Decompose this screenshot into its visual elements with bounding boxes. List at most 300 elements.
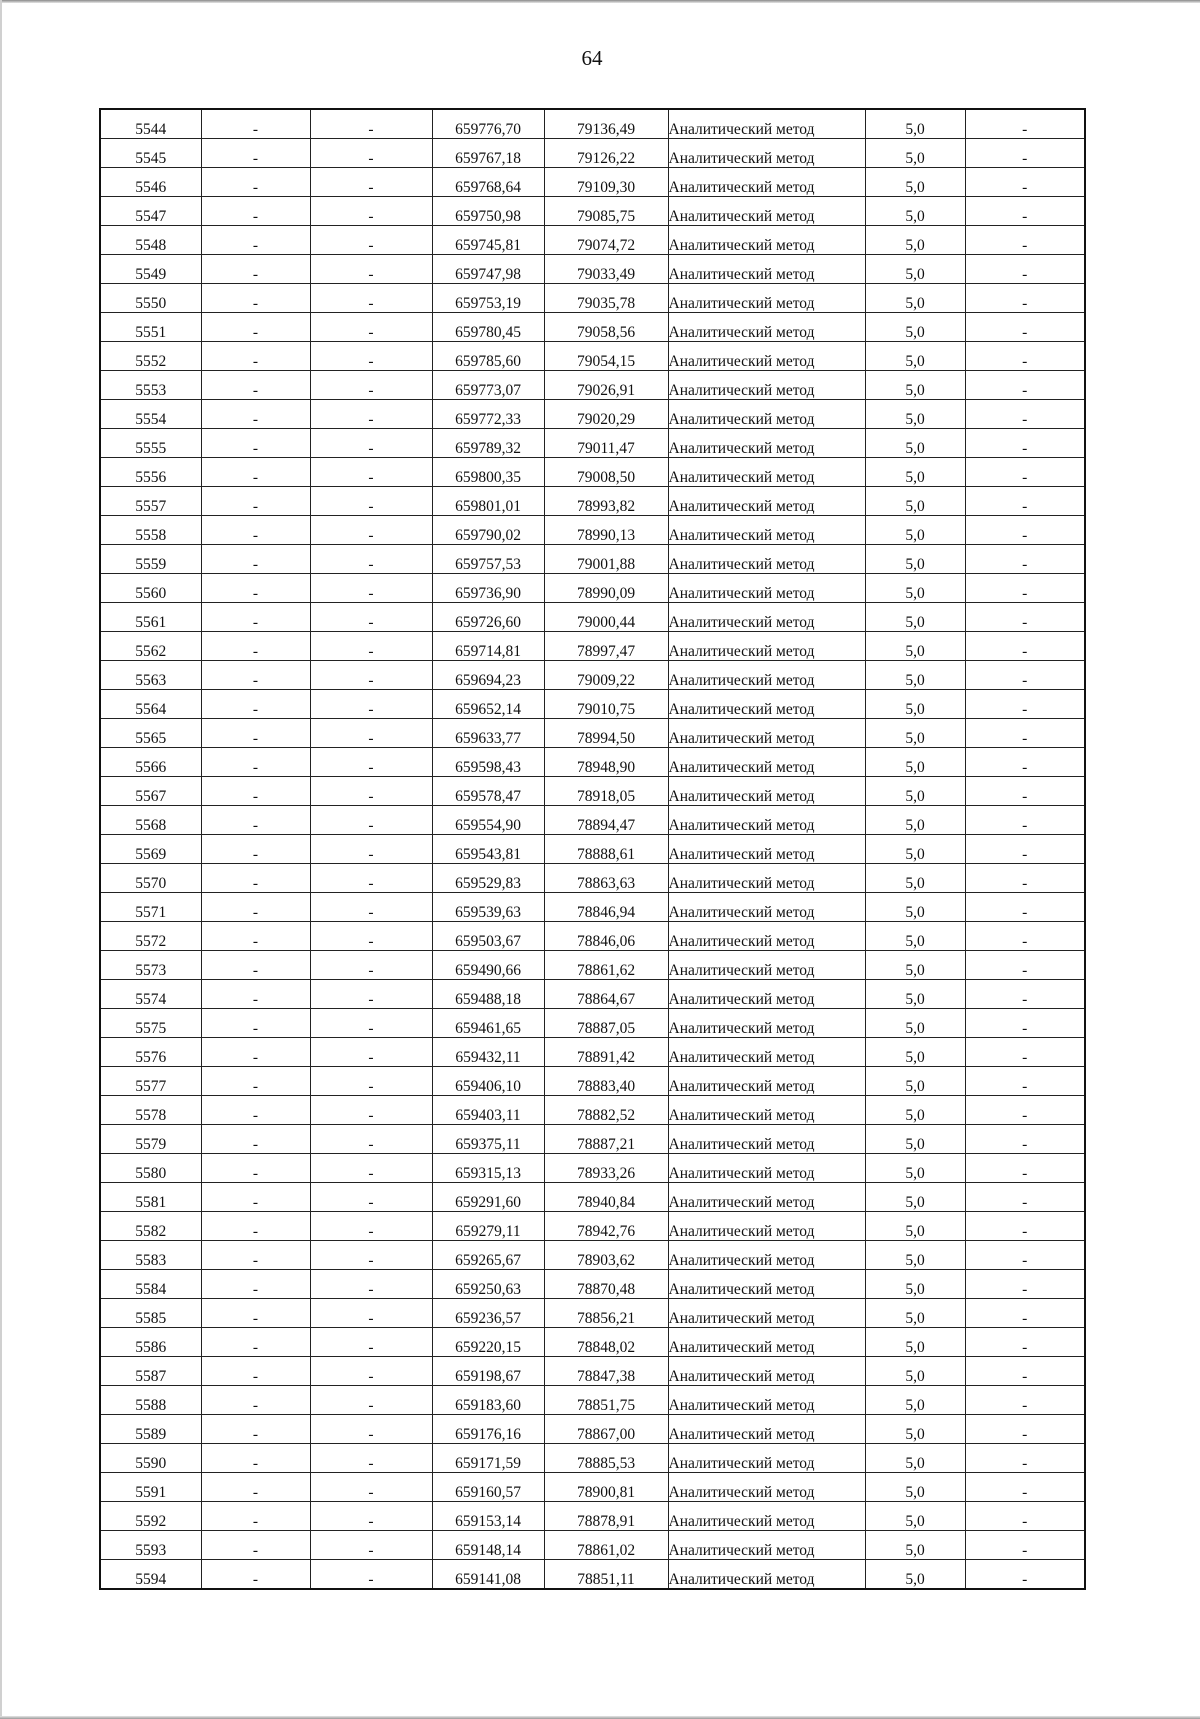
x-coordinate-cell: 659236,57 <box>432 1299 544 1328</box>
accuracy-cell: 5,0 <box>865 1357 965 1386</box>
empty-value-cell: - <box>310 1183 432 1212</box>
note-cell: - <box>965 1241 1085 1270</box>
method-cell: Аналитический метод <box>668 1444 865 1473</box>
y-coordinate-cell: 78882,52 <box>544 1096 668 1125</box>
empty-value-cell: - <box>310 980 432 1009</box>
note-cell: - <box>965 1096 1085 1125</box>
y-coordinate-cell: 78993,82 <box>544 487 668 516</box>
y-coordinate-cell: 79136,49 <box>544 109 668 139</box>
method-cell: Аналитический метод <box>668 1560 865 1590</box>
table-row <box>100 1241 1085 1270</box>
point-number-cell: 5556 <box>100 458 201 487</box>
table-row <box>100 109 1085 139</box>
table-row <box>100 574 1085 603</box>
table-row <box>100 893 1085 922</box>
empty-value-cell: - <box>310 1270 432 1299</box>
method-cell: Аналитический метод <box>668 574 865 603</box>
note-cell: - <box>965 951 1085 980</box>
method-cell: Аналитический метод <box>668 951 865 980</box>
y-coordinate-cell: 78887,21 <box>544 1125 668 1154</box>
accuracy-cell: 5,0 <box>865 1444 965 1473</box>
table-row <box>100 632 1085 661</box>
x-coordinate-cell: 659406,10 <box>432 1067 544 1096</box>
table-row <box>100 777 1085 806</box>
coordinates-table <box>99 108 1086 1590</box>
empty-value-cell: - <box>310 632 432 661</box>
x-coordinate-cell: 659726,60 <box>432 603 544 632</box>
method-cell: Аналитический метод <box>668 1183 865 1212</box>
method-cell: Аналитический метод <box>668 255 865 284</box>
empty-value-cell: - <box>201 1299 310 1328</box>
empty-value-cell: - <box>201 1328 310 1357</box>
method-cell: Аналитический метод <box>668 980 865 1009</box>
method-cell: Аналитический метод <box>668 342 865 371</box>
y-coordinate-cell: 78948,90 <box>544 748 668 777</box>
table-row <box>100 400 1085 429</box>
method-cell: Аналитический метод <box>668 458 865 487</box>
table-row <box>100 1502 1085 1531</box>
empty-value-cell: - <box>201 1531 310 1560</box>
note-cell: - <box>965 1183 1085 1212</box>
empty-value-cell: - <box>201 1357 310 1386</box>
note-cell: - <box>965 980 1085 1009</box>
accuracy-cell: 5,0 <box>865 284 965 313</box>
point-number-cell: 5580 <box>100 1154 201 1183</box>
table-row <box>100 1270 1085 1299</box>
y-coordinate-cell: 78887,05 <box>544 1009 668 1038</box>
empty-value-cell: - <box>310 777 432 806</box>
note-cell: - <box>965 545 1085 574</box>
table-row <box>100 342 1085 371</box>
accuracy-cell: 5,0 <box>865 1009 965 1038</box>
empty-value-cell: - <box>201 806 310 835</box>
note-cell: - <box>965 1328 1085 1357</box>
x-coordinate-cell: 659176,16 <box>432 1415 544 1444</box>
empty-value-cell: - <box>201 719 310 748</box>
table-row <box>100 922 1085 951</box>
point-number-cell: 5573 <box>100 951 201 980</box>
table-row <box>100 1299 1085 1328</box>
y-coordinate-cell: 79054,15 <box>544 342 668 371</box>
accuracy-cell: 5,0 <box>865 835 965 864</box>
table-row <box>100 1154 1085 1183</box>
method-cell: Аналитический метод <box>668 1125 865 1154</box>
empty-value-cell: - <box>310 1531 432 1560</box>
x-coordinate-cell: 659598,43 <box>432 748 544 777</box>
accuracy-cell: 5,0 <box>865 1125 965 1154</box>
y-coordinate-cell: 78846,06 <box>544 922 668 951</box>
point-number-cell: 5592 <box>100 1502 201 1531</box>
empty-value-cell: - <box>310 1241 432 1270</box>
y-coordinate-cell: 78861,02 <box>544 1531 668 1560</box>
note-cell: - <box>965 1125 1085 1154</box>
empty-value-cell: - <box>201 777 310 806</box>
accuracy-cell: 5,0 <box>865 632 965 661</box>
y-coordinate-cell: 78851,11 <box>544 1560 668 1590</box>
empty-value-cell: - <box>310 168 432 197</box>
accuracy-cell: 5,0 <box>865 139 965 168</box>
scan-edge-top <box>0 0 1200 3</box>
empty-value-cell: - <box>201 603 310 632</box>
accuracy-cell: 5,0 <box>865 1212 965 1241</box>
note-cell: - <box>965 603 1085 632</box>
accuracy-cell: 5,0 <box>865 197 965 226</box>
method-cell: Аналитический метод <box>668 516 865 545</box>
note-cell: - <box>965 835 1085 864</box>
point-number-cell: 5583 <box>100 1241 201 1270</box>
method-cell: Аналитический метод <box>668 284 865 313</box>
note-cell: - <box>965 632 1085 661</box>
table-row <box>100 1125 1085 1154</box>
empty-value-cell: - <box>201 342 310 371</box>
table-row <box>100 487 1085 516</box>
x-coordinate-cell: 659753,19 <box>432 284 544 313</box>
table-row <box>100 748 1085 777</box>
table-row <box>100 1560 1085 1590</box>
table-row <box>100 661 1085 690</box>
accuracy-cell: 5,0 <box>865 1067 965 1096</box>
x-coordinate-cell: 659789,32 <box>432 429 544 458</box>
point-number-cell: 5549 <box>100 255 201 284</box>
accuracy-cell: 5,0 <box>865 1241 965 1270</box>
point-number-cell: 5568 <box>100 806 201 835</box>
accuracy-cell: 5,0 <box>865 545 965 574</box>
empty-value-cell: - <box>310 893 432 922</box>
y-coordinate-cell: 79000,44 <box>544 603 668 632</box>
accuracy-cell: 5,0 <box>865 661 965 690</box>
empty-value-cell: - <box>201 255 310 284</box>
method-cell: Аналитический метод <box>668 197 865 226</box>
point-number-cell: 5577 <box>100 1067 201 1096</box>
accuracy-cell: 5,0 <box>865 226 965 255</box>
coordinates-table-body <box>100 109 1085 1589</box>
method-cell: Аналитический метод <box>668 1502 865 1531</box>
empty-value-cell: - <box>201 458 310 487</box>
table-row <box>100 980 1085 1009</box>
method-cell: Аналитический метод <box>668 1386 865 1415</box>
y-coordinate-cell: 79085,75 <box>544 197 668 226</box>
accuracy-cell: 5,0 <box>865 1415 965 1444</box>
method-cell: Аналитический метод <box>668 603 865 632</box>
note-cell: - <box>965 574 1085 603</box>
method-cell: Аналитический метод <box>668 748 865 777</box>
method-cell: Аналитический метод <box>668 661 865 690</box>
point-number-cell: 5548 <box>100 226 201 255</box>
y-coordinate-cell: 78894,47 <box>544 806 668 835</box>
method-cell: Аналитический метод <box>668 1299 865 1328</box>
accuracy-cell: 5,0 <box>865 1183 965 1212</box>
method-cell: Аналитический метод <box>668 1415 865 1444</box>
point-number-cell: 5587 <box>100 1357 201 1386</box>
accuracy-cell: 5,0 <box>865 951 965 980</box>
y-coordinate-cell: 78863,63 <box>544 864 668 893</box>
x-coordinate-cell: 659153,14 <box>432 1502 544 1531</box>
x-coordinate-cell: 659539,63 <box>432 893 544 922</box>
x-coordinate-cell: 659141,08 <box>432 1560 544 1590</box>
method-cell: Аналитический метод <box>668 1357 865 1386</box>
x-coordinate-cell: 659171,59 <box>432 1444 544 1473</box>
empty-value-cell: - <box>201 574 310 603</box>
point-number-cell: 5574 <box>100 980 201 1009</box>
x-coordinate-cell: 659183,60 <box>432 1386 544 1415</box>
empty-value-cell: - <box>201 1096 310 1125</box>
accuracy-cell: 5,0 <box>865 1270 965 1299</box>
point-number-cell: 5555 <box>100 429 201 458</box>
accuracy-cell: 5,0 <box>865 980 965 1009</box>
empty-value-cell: - <box>310 1154 432 1183</box>
empty-value-cell: - <box>310 371 432 400</box>
y-coordinate-cell: 78891,42 <box>544 1038 668 1067</box>
x-coordinate-cell: 659694,23 <box>432 661 544 690</box>
empty-value-cell: - <box>201 1415 310 1444</box>
empty-value-cell: - <box>201 197 310 226</box>
empty-value-cell: - <box>310 1038 432 1067</box>
table-row <box>100 545 1085 574</box>
y-coordinate-cell: 78940,84 <box>544 1183 668 1212</box>
accuracy-cell: 5,0 <box>865 371 965 400</box>
accuracy-cell: 5,0 <box>865 109 965 139</box>
empty-value-cell: - <box>201 1386 310 1415</box>
y-coordinate-cell: 78903,62 <box>544 1241 668 1270</box>
method-cell: Аналитический метод <box>668 806 865 835</box>
accuracy-cell: 5,0 <box>865 1560 965 1590</box>
point-number-cell: 5559 <box>100 545 201 574</box>
table-row <box>100 1415 1085 1444</box>
table-row <box>100 1386 1085 1415</box>
table-row <box>100 284 1085 313</box>
x-coordinate-cell: 659148,14 <box>432 1531 544 1560</box>
method-cell: Аналитический метод <box>668 1067 865 1096</box>
empty-value-cell: - <box>310 1328 432 1357</box>
x-coordinate-cell: 659432,11 <box>432 1038 544 1067</box>
empty-value-cell: - <box>310 1386 432 1415</box>
empty-value-cell: - <box>201 226 310 255</box>
y-coordinate-cell: 78997,47 <box>544 632 668 661</box>
empty-value-cell: - <box>201 1067 310 1096</box>
y-coordinate-cell: 79011,47 <box>544 429 668 458</box>
table-row <box>100 1212 1085 1241</box>
empty-value-cell: - <box>310 835 432 864</box>
method-cell: Аналитический метод <box>668 313 865 342</box>
empty-value-cell: - <box>310 197 432 226</box>
accuracy-cell: 5,0 <box>865 429 965 458</box>
point-number-cell: 5588 <box>100 1386 201 1415</box>
empty-value-cell: - <box>310 1444 432 1473</box>
empty-value-cell: - <box>310 1560 432 1590</box>
scan-edge-left <box>0 0 2 1719</box>
x-coordinate-cell: 659747,98 <box>432 255 544 284</box>
empty-value-cell: - <box>201 835 310 864</box>
accuracy-cell: 5,0 <box>865 1473 965 1502</box>
y-coordinate-cell: 78942,76 <box>544 1212 668 1241</box>
y-coordinate-cell: 79001,88 <box>544 545 668 574</box>
method-cell: Аналитический метод <box>668 429 865 458</box>
method-cell: Аналитический метод <box>668 922 865 951</box>
point-number-cell: 5567 <box>100 777 201 806</box>
empty-value-cell: - <box>310 574 432 603</box>
y-coordinate-cell: 78861,62 <box>544 951 668 980</box>
x-coordinate-cell: 659250,63 <box>432 1270 544 1299</box>
point-number-cell: 5593 <box>100 1531 201 1560</box>
note-cell: - <box>965 255 1085 284</box>
accuracy-cell: 5,0 <box>865 313 965 342</box>
table-row <box>100 1444 1085 1473</box>
point-number-cell: 5545 <box>100 139 201 168</box>
x-coordinate-cell: 659503,67 <box>432 922 544 951</box>
accuracy-cell: 5,0 <box>865 864 965 893</box>
empty-value-cell: - <box>201 1038 310 1067</box>
x-coordinate-cell: 659543,81 <box>432 835 544 864</box>
empty-value-cell: - <box>310 284 432 313</box>
accuracy-cell: 5,0 <box>865 255 965 284</box>
empty-value-cell: - <box>310 545 432 574</box>
y-coordinate-cell: 78864,67 <box>544 980 668 1009</box>
empty-value-cell: - <box>201 1125 310 1154</box>
point-number-cell: 5562 <box>100 632 201 661</box>
empty-value-cell: - <box>310 690 432 719</box>
method-cell: Аналитический метод <box>668 487 865 516</box>
y-coordinate-cell: 79035,78 <box>544 284 668 313</box>
method-cell: Аналитический метод <box>668 632 865 661</box>
accuracy-cell: 5,0 <box>865 1328 965 1357</box>
empty-value-cell: - <box>201 371 310 400</box>
page-number: 64 <box>581 46 603 70</box>
note-cell: - <box>965 1357 1085 1386</box>
accuracy-cell: 5,0 <box>865 487 965 516</box>
note-cell: - <box>965 284 1085 313</box>
y-coordinate-cell: 79033,49 <box>544 255 668 284</box>
empty-value-cell: - <box>201 980 310 1009</box>
point-number-cell: 5570 <box>100 864 201 893</box>
accuracy-cell: 5,0 <box>865 516 965 545</box>
method-cell: Аналитический метод <box>668 835 865 864</box>
empty-value-cell: - <box>201 313 310 342</box>
table-row <box>100 1067 1085 1096</box>
point-number-cell: 5589 <box>100 1415 201 1444</box>
x-coordinate-cell: 659768,64 <box>432 168 544 197</box>
point-number-cell: 5569 <box>100 835 201 864</box>
y-coordinate-cell: 79010,75 <box>544 690 668 719</box>
note-cell: - <box>965 1299 1085 1328</box>
point-number-cell: 5576 <box>100 1038 201 1067</box>
point-number-cell: 5550 <box>100 284 201 313</box>
x-coordinate-cell: 659714,81 <box>432 632 544 661</box>
y-coordinate-cell: 78933,26 <box>544 1154 668 1183</box>
empty-value-cell: - <box>310 400 432 429</box>
empty-value-cell: - <box>310 139 432 168</box>
y-coordinate-cell: 78990,13 <box>544 516 668 545</box>
empty-value-cell: - <box>310 922 432 951</box>
y-coordinate-cell: 79058,56 <box>544 313 668 342</box>
method-cell: Аналитический метод <box>668 226 865 255</box>
note-cell: - <box>965 1415 1085 1444</box>
empty-value-cell: - <box>310 951 432 980</box>
note-cell: - <box>965 1531 1085 1560</box>
x-coordinate-cell: 659652,14 <box>432 690 544 719</box>
note-cell: - <box>965 1009 1085 1038</box>
empty-value-cell: - <box>310 1212 432 1241</box>
accuracy-cell: 5,0 <box>865 1502 965 1531</box>
y-coordinate-cell: 79026,91 <box>544 371 668 400</box>
table-row <box>100 1009 1085 1038</box>
point-number-cell: 5561 <box>100 603 201 632</box>
empty-value-cell: - <box>310 1096 432 1125</box>
note-cell: - <box>965 1473 1085 1502</box>
x-coordinate-cell: 659776,70 <box>432 109 544 139</box>
point-number-cell: 5581 <box>100 1183 201 1212</box>
x-coordinate-cell: 659790,02 <box>432 516 544 545</box>
empty-value-cell: - <box>310 1299 432 1328</box>
accuracy-cell: 5,0 <box>865 719 965 748</box>
x-coordinate-cell: 659529,83 <box>432 864 544 893</box>
note-cell: - <box>965 719 1085 748</box>
note-cell: - <box>965 1154 1085 1183</box>
y-coordinate-cell: 78856,21 <box>544 1299 668 1328</box>
empty-value-cell: - <box>310 1357 432 1386</box>
empty-value-cell: - <box>201 1241 310 1270</box>
note-cell: - <box>965 1444 1085 1473</box>
note-cell: - <box>965 400 1085 429</box>
method-cell: Аналитический метод <box>668 893 865 922</box>
empty-value-cell: - <box>310 1473 432 1502</box>
point-number-cell: 5585 <box>100 1299 201 1328</box>
accuracy-cell: 5,0 <box>865 1154 965 1183</box>
note-cell: - <box>965 1270 1085 1299</box>
note-cell: - <box>965 487 1085 516</box>
empty-value-cell: - <box>310 806 432 835</box>
empty-value-cell: - <box>310 1125 432 1154</box>
empty-value-cell: - <box>201 1444 310 1473</box>
table-row <box>100 1357 1085 1386</box>
empty-value-cell: - <box>201 109 310 139</box>
method-cell: Аналитический метод <box>668 1212 865 1241</box>
note-cell: - <box>965 313 1085 342</box>
y-coordinate-cell: 78918,05 <box>544 777 668 806</box>
empty-value-cell: - <box>310 342 432 371</box>
point-number-cell: 5582 <box>100 1212 201 1241</box>
table-row <box>100 1183 1085 1212</box>
table-row <box>100 603 1085 632</box>
point-number-cell: 5544 <box>100 109 201 139</box>
table-row <box>100 1473 1085 1502</box>
empty-value-cell: - <box>310 1415 432 1444</box>
empty-value-cell: - <box>310 1502 432 1531</box>
table-row <box>100 951 1085 980</box>
accuracy-cell: 5,0 <box>865 168 965 197</box>
x-coordinate-cell: 659220,15 <box>432 1328 544 1357</box>
empty-value-cell: - <box>310 864 432 893</box>
x-coordinate-cell: 659578,47 <box>432 777 544 806</box>
note-cell: - <box>965 342 1085 371</box>
empty-value-cell: - <box>310 516 432 545</box>
y-coordinate-cell: 78878,91 <box>544 1502 668 1531</box>
empty-value-cell: - <box>201 1473 310 1502</box>
empty-value-cell: - <box>201 139 310 168</box>
x-coordinate-cell: 659279,11 <box>432 1212 544 1241</box>
x-coordinate-cell: 659160,57 <box>432 1473 544 1502</box>
empty-value-cell: - <box>201 1183 310 1212</box>
empty-value-cell: - <box>201 545 310 574</box>
y-coordinate-cell: 78888,61 <box>544 835 668 864</box>
note-cell: - <box>965 168 1085 197</box>
table-row <box>100 1531 1085 1560</box>
y-coordinate-cell: 79009,22 <box>544 661 668 690</box>
method-cell: Аналитический метод <box>668 109 865 139</box>
table-row <box>100 139 1085 168</box>
x-coordinate-cell: 659554,90 <box>432 806 544 835</box>
x-coordinate-cell: 659745,81 <box>432 226 544 255</box>
table-row <box>100 719 1085 748</box>
